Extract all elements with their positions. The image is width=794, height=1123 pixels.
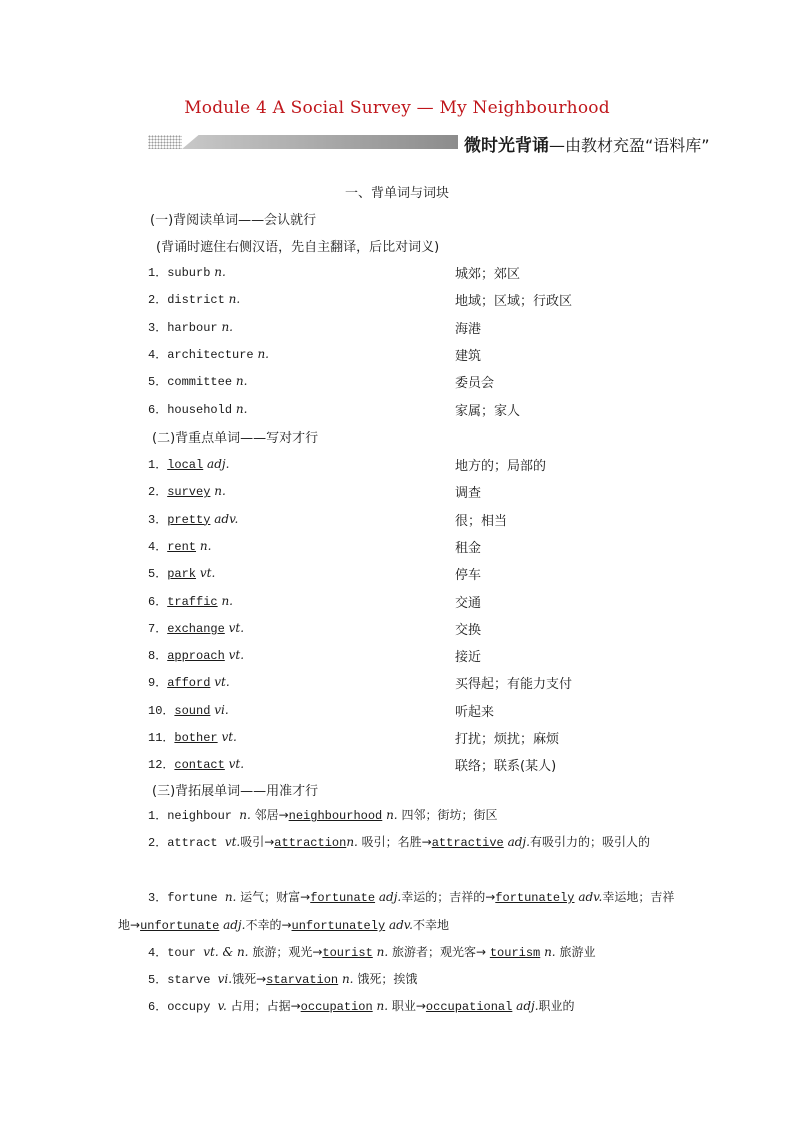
key-word-row bbox=[148, 673, 708, 693]
item-meaning: 买得起；有能力支付 bbox=[455, 677, 573, 693]
item-word: household bbox=[167, 402, 233, 417]
item-word: committee bbox=[167, 375, 233, 390]
key-word-row bbox=[148, 482, 708, 502]
item-number: 10． bbox=[148, 703, 175, 718]
entry-derived-meaning: 四邻；街坊；街区 bbox=[397, 808, 498, 822]
item-word: architecture bbox=[167, 347, 254, 362]
extended-word-entry bbox=[118, 939, 678, 967]
item-number: 2． bbox=[148, 293, 168, 308]
item-meaning: 建筑 bbox=[455, 348, 482, 364]
entry-base-word: 5．starve bbox=[148, 973, 218, 987]
item-number: 8． bbox=[148, 649, 168, 664]
section-banner bbox=[146, 131, 710, 157]
item-part-of-speech: n. bbox=[235, 401, 248, 416]
entry-derived-meaning: 饿死；挨饿 bbox=[353, 972, 418, 986]
item-word: harbour bbox=[167, 320, 218, 335]
entry-derived-word: starvation bbox=[266, 973, 339, 987]
item-word: traffic bbox=[167, 594, 218, 609]
entry-base-meaning: 饿死→ bbox=[232, 972, 267, 986]
page-title: Module 4 A Social Survey — My Neighbourhood bbox=[184, 98, 610, 118]
item-part-of-speech: n. bbox=[257, 346, 269, 361]
key-word-row bbox=[148, 510, 708, 530]
entry-derived-meaning: 有吸引力的；吸引人的 bbox=[529, 835, 650, 849]
item-meaning: 听起来 bbox=[455, 704, 495, 720]
banner-bar-decoration bbox=[182, 135, 458, 149]
banner-text bbox=[464, 131, 710, 156]
entry-derived-meaning: 幸运的；吉祥的→ bbox=[401, 890, 496, 904]
entry-derived-pos: n. bbox=[338, 972, 354, 986]
entry-base-pos: vt. bbox=[224, 835, 241, 849]
entry-derived-pos: adj. bbox=[503, 835, 530, 849]
entry-base-meaning: 占用；占据→ bbox=[226, 999, 301, 1013]
item-meaning: 租金 bbox=[455, 540, 482, 556]
extended-word-entry bbox=[118, 802, 678, 830]
entry-derived-pos: n. bbox=[540, 945, 556, 959]
item-number: 7． bbox=[148, 621, 168, 636]
key-word-row bbox=[148, 537, 708, 557]
entry-derived-meaning: 旅游业 bbox=[555, 945, 596, 959]
item-number: 4． bbox=[148, 539, 168, 554]
entry-derived-word: unfortunate bbox=[140, 919, 220, 933]
item-word: sound bbox=[174, 703, 211, 718]
part1-note: (背诵时遮住右侧汉语，先自主翻译，后比对词义) bbox=[156, 240, 440, 255]
entry-base-word: 4．tour bbox=[148, 946, 204, 960]
entry-base-word: 1．neighbour bbox=[148, 809, 240, 823]
part1-heading: (一)背阅读单词——会认就行 bbox=[150, 213, 317, 228]
key-word-row bbox=[148, 592, 708, 612]
item-meaning: 交换 bbox=[455, 622, 482, 638]
item-number: 2． bbox=[148, 485, 168, 500]
entry-base-meaning: 邻居→ bbox=[250, 808, 289, 822]
item-part-of-speech: n. bbox=[199, 538, 212, 553]
item-meaning: 委员会 bbox=[455, 376, 495, 392]
item-meaning: 家属；家人 bbox=[455, 403, 521, 419]
entry-derived-word: attractive bbox=[431, 836, 504, 850]
item-number: 6． bbox=[148, 594, 168, 609]
entry-base-word: 3．fortune bbox=[148, 891, 225, 905]
item-part-of-speech: n. bbox=[214, 265, 226, 279]
entry-derived-word: attraction bbox=[274, 836, 347, 850]
item-part-of-speech: n. bbox=[228, 292, 241, 307]
item-meaning: 停车 bbox=[455, 568, 482, 584]
key-word-row bbox=[148, 564, 708, 584]
item-word: approach bbox=[167, 649, 225, 664]
key-word-row bbox=[148, 646, 708, 666]
item-word: bother bbox=[174, 731, 218, 745]
part3-heading: (三)背拓展单词——用准才行 bbox=[152, 784, 319, 799]
item-meaning: 海港 bbox=[455, 321, 482, 337]
entry-derived-pos: adv. bbox=[385, 918, 413, 932]
entry-base-meaning: 旅游；观光→ bbox=[248, 945, 323, 959]
reading-word-row bbox=[148, 345, 708, 365]
entry-derived-meaning: 不幸地 bbox=[412, 918, 449, 932]
item-number: 3． bbox=[148, 512, 168, 527]
reading-word-row bbox=[148, 290, 708, 310]
entry-base-pos: v. bbox=[217, 999, 227, 1013]
item-meaning: 地域；区域；行政区 bbox=[455, 294, 573, 310]
item-part-of-speech: adv. bbox=[214, 511, 239, 526]
entry-derived-pos: adj. bbox=[512, 999, 539, 1013]
item-part-of-speech: vt. bbox=[228, 648, 245, 663]
item-word: survey bbox=[167, 485, 211, 500]
entry-base-pos: n. bbox=[224, 890, 237, 904]
item-part-of-speech: adj. bbox=[207, 457, 230, 471]
entry-base-pos: n. bbox=[239, 808, 251, 822]
item-meaning: 地方的；局部的 bbox=[455, 459, 547, 474]
entry-base-pos: vt. & n. bbox=[203, 945, 249, 959]
extended-word-entry bbox=[118, 993, 678, 1021]
entry-derived-meaning: 幸运地；吉祥地→ bbox=[118, 890, 675, 932]
item-word: rent bbox=[167, 539, 197, 554]
entry-derived-word: fortunately bbox=[495, 891, 575, 905]
reading-word-row bbox=[148, 372, 708, 392]
entry-derived-pos: n. bbox=[372, 999, 389, 1013]
entry-derived-word: tourist bbox=[322, 946, 373, 960]
item-part-of-speech: vt. bbox=[228, 620, 245, 635]
entry-base-meaning: 吸引→ bbox=[240, 835, 275, 849]
item-word: exchange bbox=[167, 621, 225, 636]
item-part-of-speech: n. bbox=[221, 593, 233, 608]
entry-derived-word: occupational bbox=[425, 1000, 513, 1014]
part2-heading: (二)背重点单词——写对才行 bbox=[152, 431, 319, 446]
item-number: 9． bbox=[148, 676, 168, 691]
entry-base-word: 6．occupy bbox=[148, 1000, 218, 1014]
entry-base-word: 2．attract bbox=[148, 836, 225, 850]
extended-word-entry bbox=[118, 966, 678, 994]
key-word-row bbox=[148, 755, 708, 775]
item-word: pretty bbox=[167, 512, 211, 527]
item-part-of-speech: n. bbox=[214, 484, 226, 499]
item-number: 5． bbox=[148, 375, 168, 390]
key-word-row bbox=[148, 728, 708, 748]
item-part-of-speech: vi. bbox=[214, 702, 229, 717]
item-meaning: 很；相当 bbox=[455, 513, 508, 529]
extended-word-entry bbox=[118, 884, 678, 940]
banner-dots-decoration bbox=[148, 135, 182, 149]
entry-derived-word: neighbourhood bbox=[288, 809, 383, 823]
entry-derived-pos: adj. bbox=[219, 918, 246, 932]
item-number: 12． bbox=[148, 758, 175, 773]
entry-derived-pos: n. bbox=[382, 808, 398, 822]
item-meaning: 交通 bbox=[455, 595, 482, 611]
key-word-row bbox=[148, 619, 708, 639]
entry-derived-meaning: 职业→ bbox=[388, 999, 426, 1013]
item-part-of-speech: vt. bbox=[199, 566, 216, 581]
item-part-of-speech: vt. bbox=[214, 675, 230, 690]
section-heading: 一、背单词与词块 bbox=[344, 186, 449, 201]
item-meaning: 打扰；烦扰；麻烦 bbox=[455, 732, 560, 747]
key-word-row bbox=[148, 701, 708, 721]
item-word: district bbox=[167, 293, 225, 308]
entry-derived-pos: adj. bbox=[375, 890, 402, 904]
item-number: 1． bbox=[148, 266, 168, 280]
item-meaning: 联络；联系(某人) bbox=[455, 759, 557, 775]
item-word: park bbox=[167, 567, 197, 582]
entry-derived-pos: n. bbox=[346, 835, 358, 849]
entry-derived-pos: n. bbox=[372, 945, 389, 959]
item-number: 5． bbox=[148, 567, 168, 582]
banner-bold: 微时光背诵 bbox=[464, 136, 549, 156]
item-number: 3． bbox=[148, 320, 168, 335]
key-word-row bbox=[148, 455, 708, 475]
reading-word-row bbox=[148, 318, 708, 338]
entry-base-pos: vi. bbox=[217, 972, 233, 986]
entry-derived-word: occupation bbox=[300, 1000, 373, 1014]
entry-derived-pos: adv. bbox=[574, 890, 603, 904]
item-number: 1． bbox=[148, 458, 168, 472]
item-number: 6． bbox=[148, 402, 168, 417]
reading-word-row bbox=[148, 400, 708, 420]
item-word: afford bbox=[167, 676, 211, 691]
entry-derived-meaning: 不幸的→ bbox=[245, 918, 292, 932]
reading-word-row bbox=[148, 263, 708, 283]
item-meaning: 调查 bbox=[455, 486, 482, 502]
entry-derived-meaning: 吸引；名胜→ bbox=[357, 835, 432, 849]
item-part-of-speech: n. bbox=[235, 374, 248, 389]
extended-word-entry bbox=[118, 829, 678, 857]
entry-derived-meaning: 职业的 bbox=[538, 999, 575, 1013]
item-number: 4． bbox=[148, 347, 168, 362]
item-part-of-speech: vt. bbox=[221, 730, 237, 744]
item-meaning: 城郊；郊区 bbox=[455, 267, 521, 282]
entry-base-meaning: 运气；财富→ bbox=[236, 890, 311, 904]
item-part-of-speech: vt. bbox=[228, 757, 245, 772]
entry-derived-word: tourism bbox=[489, 946, 541, 960]
item-number: 11． bbox=[148, 731, 175, 745]
entry-derived-word: fortunate bbox=[310, 891, 376, 905]
banner-rest: —由教材充盈“语料库” bbox=[549, 136, 710, 155]
item-meaning: 接近 bbox=[455, 650, 482, 666]
item-word: local bbox=[167, 458, 204, 472]
item-word: suburb bbox=[167, 266, 211, 280]
entry-derived-meaning: 旅游者；观光客→ bbox=[388, 945, 490, 959]
item-part-of-speech: n. bbox=[221, 319, 233, 334]
item-word: contact bbox=[174, 758, 225, 773]
entry-derived-word: unfortunately bbox=[291, 919, 386, 933]
